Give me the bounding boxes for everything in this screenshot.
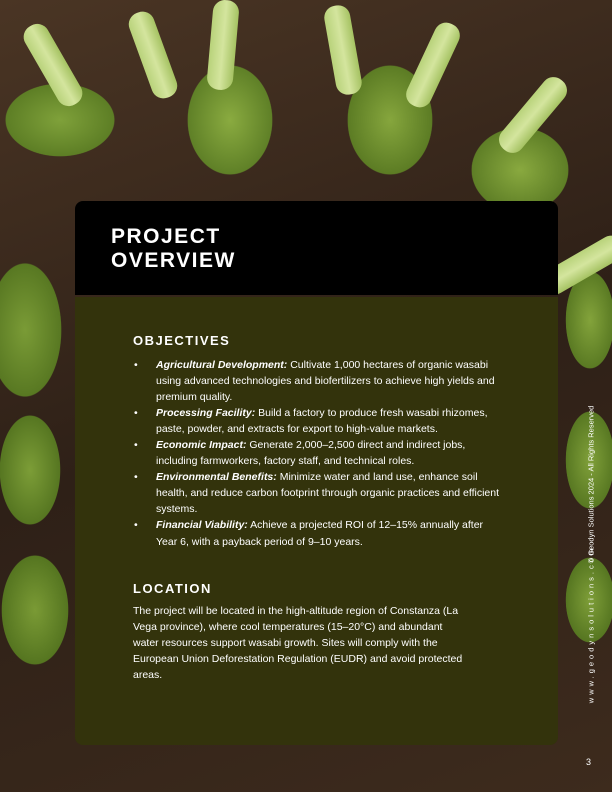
objective-item — [134, 437, 504, 469]
objective-label: Processing Facility: — [156, 407, 256, 419]
objective-item — [134, 357, 504, 405]
objective-text: Minimize water and land use, enhance soil health, and reduce carbon footprint through organic practices and efficient systems. — [156, 471, 500, 515]
objectives-list — [134, 357, 504, 551]
objective-item — [134, 405, 504, 437]
objective-text: Build a factory to produce fresh wasabi rhizomes, paste, powder, and extracts for export to high-value markets. — [156, 407, 488, 435]
objective-item — [134, 517, 504, 551]
objective-label: Financial Viability: — [156, 519, 248, 531]
objective-text: Cultivate 1,000 hectares of organic wasabi using advanced technologies and biofertilizers to achieve high yields and premium quality. — [156, 359, 495, 403]
page-number: 3 — [586, 757, 592, 767]
content-panel — [75, 297, 558, 745]
copyright-text: © Geodyn Solutions 2024 - All Rights Reserved — [586, 405, 596, 564]
sidebar-vertical — [581, 330, 601, 704]
objective-label: Environmental Benefits: — [156, 471, 277, 483]
objective-item — [134, 469, 504, 517]
bullet-icon: • — [134, 439, 138, 451]
objective-label: Agricultural Development: — [156, 359, 288, 371]
location-heading: LOCATION — [133, 581, 212, 596]
objective-text: Generate 2,000–2,500 direct and indirect jobs, including farmworkers, factory staff, and technical roles. — [156, 439, 466, 467]
bullet-icon: • — [134, 471, 138, 483]
objectives-heading: OBJECTIVES — [133, 333, 231, 348]
title-box — [75, 201, 558, 295]
bullet-icon: • — [134, 519, 138, 531]
bullet-icon: • — [134, 359, 138, 371]
title-line-2: OVERVIEW — [111, 249, 236, 272]
objective-text: Achieve a projected ROI of 12–15% annually after Year 6, with a payback period of 9–10 years. — [156, 519, 484, 548]
page-title — [111, 225, 236, 273]
location-text: The project will be located in the high-altitude region of Constanza (La Vega province), where cool temperatures (15–20°C) and abundant water resources support wasabi growth. Sites will comply with the European Union Deforestation Regulation (EUDR) and avoid protected areas. — [133, 605, 463, 681]
objective-label: Economic Impact: — [156, 439, 247, 451]
title-line-1: PROJECT — [111, 225, 221, 248]
website-link[interactable]: www.geodynsolutions.com — [586, 545, 596, 704]
bullet-icon: • — [134, 407, 138, 419]
